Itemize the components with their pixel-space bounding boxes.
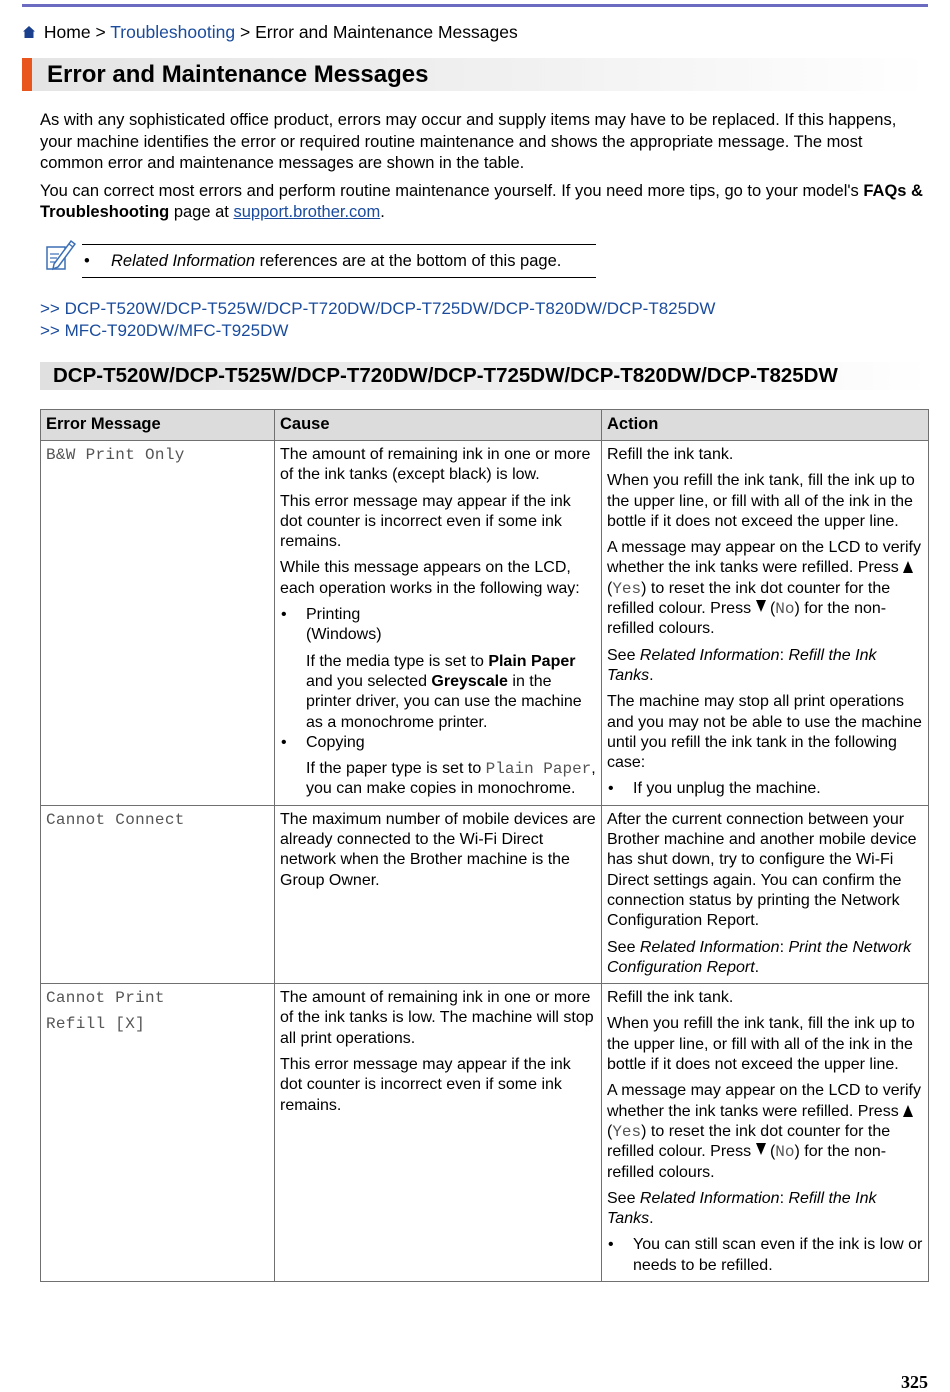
list-item: • You can still scan even if the ink is low or needs to be refilled. — [607, 1235, 923, 1276]
action-list — [607, 1235, 923, 1276]
table-header-row — [41, 410, 929, 441]
model-link-dcp[interactable]: >> DCP-T520W/DCP-T525W/DCP-T720DW/DCP-T725DW/DCP-T820DW/DCP-T825DW — [40, 299, 716, 318]
italic-ref: Refill the Ink Tanks — [607, 646, 877, 684]
note-rule — [82, 244, 596, 245]
pencil-note-icon — [44, 238, 76, 272]
text-span: : — [779, 646, 789, 664]
breadcrumb-home[interactable]: Home — [43, 22, 91, 42]
lcd-error-text: Cannot Connect — [46, 810, 185, 829]
intro-text-span: . — [380, 203, 385, 221]
text-span: See — [607, 1189, 640, 1207]
action-paragraph: When you refill the ink tank, fill the ink up to the upper line, or fill with all of the ink in the bottle if it does not exceed the upper line. — [607, 1015, 915, 1074]
page-number: 325 — [901, 1372, 928, 1392]
down-triangle-icon — [756, 1143, 766, 1155]
up-triangle-icon — [903, 1105, 913, 1117]
intro-text-span: You can correct most errors and perform routine maintenance yourself. If you need more tips, go to your model's — [40, 181, 864, 200]
title-accent-bar — [22, 58, 32, 91]
cause-paragraph: This error message may appear if the ink dot counter is incorrect even if some ink remains. — [280, 492, 571, 551]
up-triangle-icon — [903, 561, 913, 573]
list-item-text — [306, 759, 596, 800]
breadcrumb-separator: > — [95, 22, 106, 42]
down-triangle-icon — [756, 600, 766, 612]
table-row — [41, 984, 929, 1282]
text-span: : — [779, 938, 789, 956]
cause-paragraph: This error message may appear if the ink dot counter is incorrect even if some ink remains. — [280, 1056, 571, 1114]
text-span: ) for the non-refilled colours. — [607, 1143, 887, 1181]
bold-term: Greyscale — [431, 672, 508, 690]
text-span: : — [779, 1189, 789, 1207]
lcd-error-text: Refill [X] — [46, 1015, 146, 1034]
note-text — [84, 250, 561, 272]
cause-paragraph: The maximum number of mobile devices are already connected to the Wi-Fi Direct network when the Brother machine is the Group Owner. — [280, 810, 596, 889]
lcd-yes: Yes — [612, 579, 642, 598]
lcd-no: No — [775, 600, 795, 619]
action-paragraph: After the current connection between your Brother machine and another mobile device has shut down, try to configure the Wi-Fi Direct settings again. You can confirm the connection status by printing the Network Configuration Report. — [607, 810, 917, 930]
faqs-bold: FAQs & Troubleshooting — [40, 181, 923, 221]
text-span: . — [649, 666, 654, 684]
page-title: Error and Maintenance Messages — [47, 61, 429, 88]
home-icon[interactable] — [22, 25, 36, 39]
intro-paragraph: As with any sophisticated office product, errors may occur and supply items may have to be replaced. If this happens, your machine identifies the error or required routine maintenance and shows the appropriate message. The most common error and maintenance messages are shown in the table. — [40, 111, 897, 172]
breadcrumb-troubleshooting-link[interactable]: Troubleshooting — [110, 22, 236, 42]
column-header-cause: Cause — [275, 410, 602, 441]
note-rest: references are at the bottom of this page. — [255, 252, 562, 270]
text-span: A message may appear on the LCD to verify whether the ink tanks were refilled. Press — [607, 1082, 921, 1120]
action-cell — [602, 984, 929, 1282]
action-paragraph: Refill the ink tank. — [607, 989, 734, 1007]
lcd-text: Plain Paper — [485, 760, 592, 779]
list-item: • If you unplug the machine. — [607, 779, 923, 799]
cause-paragraph: The amount of remaining ink in one or more of the ink tanks (except black) is low. — [280, 446, 591, 484]
action-paragraph — [607, 646, 923, 687]
breadcrumb-separator: > — [239, 22, 251, 42]
lcd-no: No — [775, 1143, 795, 1162]
text-span: . — [754, 958, 760, 976]
section-heading: DCP-T520W/DCP-T525W/DCP-T720DW/DCP-T725DW/DCP-T820DW/DCP-T825DW — [53, 364, 838, 387]
italic-ref: Related Information — [639, 1189, 780, 1207]
cause-paragraph: The amount of remaining ink in one or more of the ink tanks is low. The machine will stop all print operations. — [280, 989, 594, 1047]
table-row — [41, 441, 929, 806]
section-heading-bar — [40, 362, 928, 390]
cause-cell — [275, 441, 602, 806]
list-item-text — [306, 652, 596, 733]
text-span: and you selected — [306, 672, 432, 690]
note-rule — [82, 277, 596, 278]
action-paragraph — [607, 938, 923, 979]
action-cell — [602, 805, 929, 983]
top-rule — [22, 4, 928, 7]
text-span: ) to reset the ink dot counter for the refilled colour. Press — [607, 579, 891, 618]
related-info-italic: Related Information — [111, 252, 255, 270]
column-header-action: Action — [602, 410, 929, 441]
cause-paragraph: While this message appears on the LCD, each operation works in the following way: — [280, 559, 580, 597]
intro-paragraph — [40, 181, 930, 224]
cause-cell — [275, 984, 602, 1282]
list-item-title: • Printing — [306, 606, 361, 624]
italic-ref: Refill the Ink Tanks — [607, 1189, 877, 1228]
model-links — [40, 298, 715, 342]
bold-term: Plain Paper — [488, 652, 576, 670]
lcd-error-text: Cannot Print — [46, 989, 165, 1008]
italic-ref: Print the Network Configuration Report — [607, 938, 912, 976]
list-item — [280, 605, 596, 733]
error-table — [40, 409, 929, 1282]
list-item-sub: (Windows) — [306, 626, 382, 644]
error-message-cell — [41, 984, 275, 1282]
text-span: . — [649, 1210, 654, 1228]
text-span: A message may appear on the LCD to verify whether the ink tanks were refilled. Press — [607, 539, 921, 577]
text-span: If the paper type is set to — [306, 760, 486, 778]
cause-cell — [275, 805, 602, 983]
italic-ref: Related Information — [639, 938, 780, 956]
italic-ref: Related Information — [639, 646, 780, 664]
breadcrumb — [22, 21, 518, 43]
action-paragraph: A message may appear on the LCD to verify whether the ink tanks were refilled. Press (Yes) to reset the ink dot counter for the refilled colour. Press (No) for the non-refilled colours. — [607, 1082, 921, 1181]
action-paragraph: The machine may stop all print operations and you may not be able to use the machine until you refill the ink tank in the following case: — [607, 693, 922, 772]
action-paragraph: When you refill the ink tank, fill the ink up to the upper line, or fill with all of the ink in the bottle if it does not exceed the upper line. — [607, 472, 915, 530]
action-cell — [602, 441, 929, 806]
action-paragraph — [607, 1189, 923, 1230]
support-link[interactable]: support.brother.com — [233, 203, 381, 221]
text-span: See — [607, 646, 640, 664]
breadcrumb-current: Error and Maintenance Messages — [255, 22, 518, 42]
lcd-yes: Yes — [612, 1122, 642, 1141]
text-span: ) for the non-refilled colours. — [607, 600, 887, 638]
model-link-mfc[interactable]: >> MFC-T920DW/MFC-T925DW — [40, 321, 289, 340]
intro-text — [40, 110, 930, 230]
text-span: ) to reset the ink dot counter for the refilled colour. Press — [607, 1122, 891, 1161]
table-row — [41, 805, 929, 983]
action-list — [607, 779, 923, 799]
action-paragraph: Refill the ink tank. — [607, 446, 734, 463]
text-span: If the media type is set to — [306, 652, 489, 670]
lcd-error-text: B&W Print Only — [46, 446, 185, 464]
list-item — [280, 733, 596, 800]
text-span: , you can make copies in monochrome. — [306, 760, 596, 798]
text-span: in the printer driver, you can use the machine as a monochrome printer. — [306, 672, 582, 731]
action-paragraph: A message may appear on the LCD to verify whether the ink tanks were refilled. Press (Yes) to reset the ink dot counter for the refilled colour. Press (No) for the non-refilled colours. — [607, 539, 921, 638]
error-message-cell — [41, 441, 275, 806]
intro-text-span: page at — [169, 203, 234, 221]
cause-list — [280, 605, 596, 800]
page-title-bar — [22, 58, 928, 91]
column-header-error: Error Message — [41, 410, 275, 441]
text-span: See — [607, 938, 640, 956]
bullet: • — [84, 252, 90, 270]
list-item-title: • Copying — [306, 733, 365, 751]
error-message-cell — [41, 805, 275, 983]
